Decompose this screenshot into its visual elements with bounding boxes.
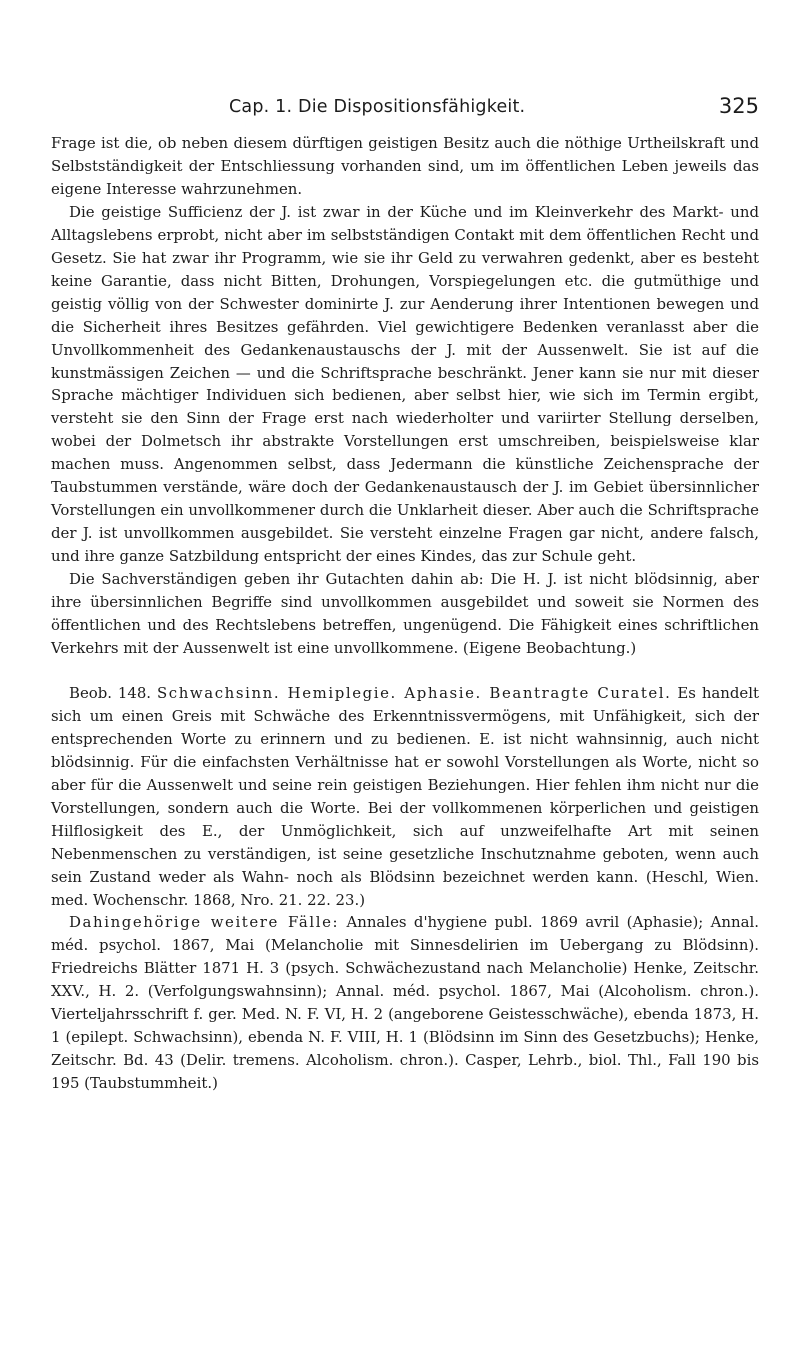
paragraph-continuation: Frage ist die, ob neben diesem dürftigen geistigen Besitz auch die nöthige Urtheilskraft und Selbstständigkeit der Entschliessung vorhanden sind, um im öffentlichen Leben jeweils das eigene Interesse wahrzunehmen. [51, 134, 759, 198]
paragraph-sufficienz: Die geistige Sufficienz der J. ist zwar in der Küche und im Kleinverkehr des Markt- und Alltagslebens erprobt, nicht aber im selbstständigen Contakt mit dem öffentlichen Recht und Gesetz. Sie hat zwar ihr Programm, wie sie ihr Geld zu verwahren gedenkt, aber es besteht keine Garantie, dass nicht Bitten, Drohungen, Vorspiegelungen etc. die gutmüthige und geistig völlig von der Schwester dominirte J. zur Aenderung ihrer Intentionen bewegen und die Sicherheit ihres Besitzes gefährden. Viel gewichtigere Bedenken veranlasst aber die Unvollkommenheit des Gedankenaustauschs der J. mit der Aussenwelt. Sie ist auf die kunstmässigen Zeichen — und die Schriftsprache beschränkt. Jener kann sie nur mit dieser Sprache mächtiger Individuen sich bedienen, aber selbst hier, wie sich im Termin ergibt, versteht sie den Sinn der Frage erst nach wiederholter und variirter Stellung derselben, wobei der Dolmetsch ihr abstrakte Vorstellungen erst umschreiben, beispielsweise klar machen muss. Angenommen selbst, dass Jedermann die künstliche Zeichensprache der Taubstummen verstände, wäre doch der Gedankenaustausch der J. im Gebiet übersinnlicher Vorstellungen ein unvollkommener durch die Unklarheit dieser. Aber auch die Schriftsprache der J. ist unvollkommen ausgebildet. Sie versteht einzelne Fragen gar nicht, andere falsch, und ihre ganze Satzbildung entspricht der eines Kindes, das zur Schule geht. [51, 202, 759, 566]
case-heading: Schwachsinn. Hemiplegie. Aphasie. Beantragte Curatel. [156, 683, 672, 702]
related-cases-text: Annales d'hygiene publ. 1869 avril (Aphasie); Annal. méd. psychol. 1867, Mai (Melancholie mit Sinnesdelirien im Uebergang zu Blödsinn). Friedreichs Blätter 1871 H. 3 (psych. Schwächezustand nach Melancholie) Henke, Zeitschr. XXV., H. 2. (Verfolgungswahnsinn); Annal. méd. psychol. 1867, Mai (Alcoholism. chron.). Vierteljahrsschrift f. ger. Med. N. F. VI, H. 2 (angeborene Geistesschwäche), ebenda 1873, H. 1 (epilept. Schwachsinn), ebenda N. F. VIII, H. 1 (Blödsinn im Sinn des Gesetzbuchs); Henke, Zeitschr. Bd. 43 (Delir. tremens. Alcoholism. chron.). Casper, Lehrb., biol. Thl., Fall 190 bis 195 (Taubstummheit.) [51, 913, 759, 1093]
paragraph-gutachten: Die Sachverständigen geben ihr Gutachten dahin ab: Die H. J. ist nicht blödsinnig, aber ihre übersinnlichen Begriffe sind unvollkommen ausgebildet und soweit sie Normen des öffentlichen und des Rechtslebens betreffen, ungenügend. Die Fähigkeit eines schriftlichen Verkehrs mit der Aussenwelt ist eine unvollkommene. (Eigene Beobachtung.) [51, 570, 759, 657]
page-number: 325 [718, 94, 759, 118]
running-head [51, 72, 759, 118]
case-number: Beob. 148. [69, 683, 152, 702]
book-page [51, 72, 759, 1095]
related-cases-heading: Dahingehörige weitere Fälle: [69, 913, 340, 932]
chapter-title: Cap. 1. Die Dispositionsfähigkeit. [229, 97, 526, 117]
page-body [51, 132, 759, 1095]
related-cases [51, 911, 759, 1095]
case-report [51, 682, 759, 912]
case-text: Es handelt sich um einen Greis mit Schwäche des Erkenntnissvermögens, mit Unfähigkeit, sich der entsprechenden Worte zu erinnern und zu bedienen. E. ist nicht wahnsinnig, auch nicht blödsinnig. Für die einfachsten Verhältnisse hat er sowohl Vorstellungen als Worte, nicht so aber für die Aussenwelt und seine rein geistigen Beziehungen. Hier fehlen ihm nicht nur die Vorstellungen, sondern auch die Worte. Bei der vollkommenen körperlichen und geistigen Hilflosigkeit des E., der Unmöglichkeit, sich auf unzweifelhafte Art mit seinen Nebenmenschen zu verständigen, ist seine gesetzliche Inschutznahme geboten, wenn auch sein Zustand weder als Wahn- noch als Blödsinn bezeichnet werden kann. (Heschl, Wien. med. Wochenschr. 1868, Nro. 21. 22. 23.) [51, 683, 759, 909]
